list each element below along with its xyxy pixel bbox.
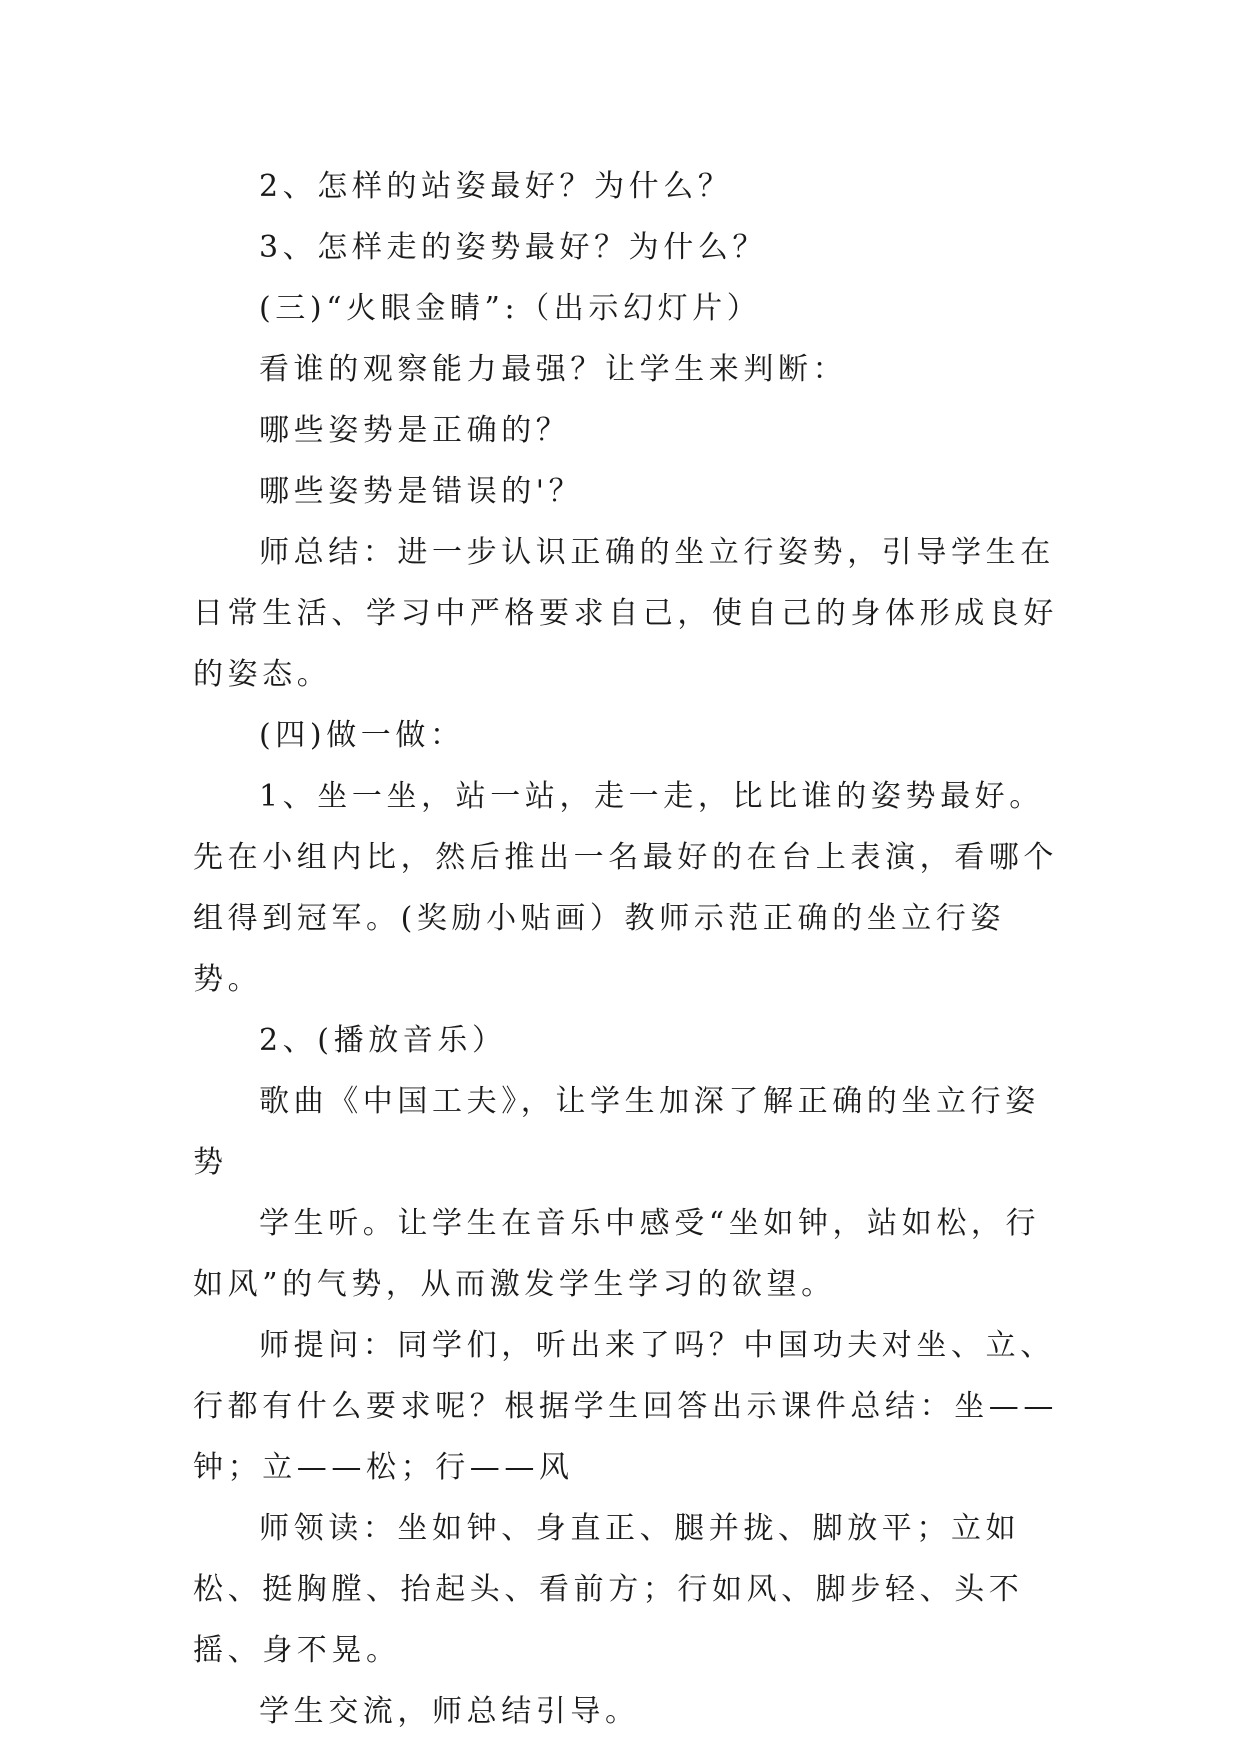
- paragraph-correct-postures: 哪些姿势是正确的？: [259, 413, 571, 448]
- paragraph-song: 歌曲《中国工夫》，让学生加深了解正确的坐立行姿势: [193, 1084, 1040, 1180]
- paragraph-standing-question: 2、怎样的站姿最好？为什么？: [259, 169, 733, 204]
- paragraph-students-listen: 学生听。让学生在音乐中感受“坐如钟，站如松，行如风”的气势，从而激发学生学习的欲望。: [193, 1206, 1041, 1302]
- paragraph-teacher-question: 师提问：同学们，听出来了吗？中国功夫对坐、立、行都有什么要求呢？根据学生回答出示课件总结：坐——钟；立——松；行——风: [193, 1328, 1058, 1485]
- paragraph-teacher-summary: 师总结：进一步认识正确的坐立行姿势，引导学生在日常生活、学习中严格要求自己，使自己的身体形成良好的姿态。: [193, 535, 1058, 692]
- paragraph-play-music: 2、(播放音乐）: [259, 1023, 507, 1058]
- paragraph-section-three-heading: (三)“火眼金睛”:（出示幻灯片）: [259, 291, 762, 326]
- paragraph-observation-prompt: 看谁的观察能力最强？让学生来判断：: [259, 352, 848, 387]
- paragraph-wrong-postures: 哪些姿势是错误的'？: [259, 474, 584, 509]
- paragraph-walking-question: 3、怎样走的姿势最好？为什么？: [259, 230, 768, 265]
- document-body: [193, 156, 1067, 1742]
- paragraph-teacher-reading: 师领读：坐如钟、身直正、腿并拢、脚放平；立如松、挺胸膛、抬起头、看前方；行如风、脚步轻、头不摇、身不晃。: [193, 1511, 1024, 1668]
- paragraph-practice-activity: 1、坐一坐，站一站，走一走，比比谁的姿势最好。先在小组内比，然后推出一名最好的在台上表演，看哪个组得到冠军。(奖励小贴画）教师示范正确的坐立行姿势。: [193, 779, 1058, 997]
- paragraph-student-exchange: 学生交流，师总结引导。: [259, 1694, 640, 1729]
- paragraph-section-four-heading: (四)做一做：: [259, 718, 465, 753]
